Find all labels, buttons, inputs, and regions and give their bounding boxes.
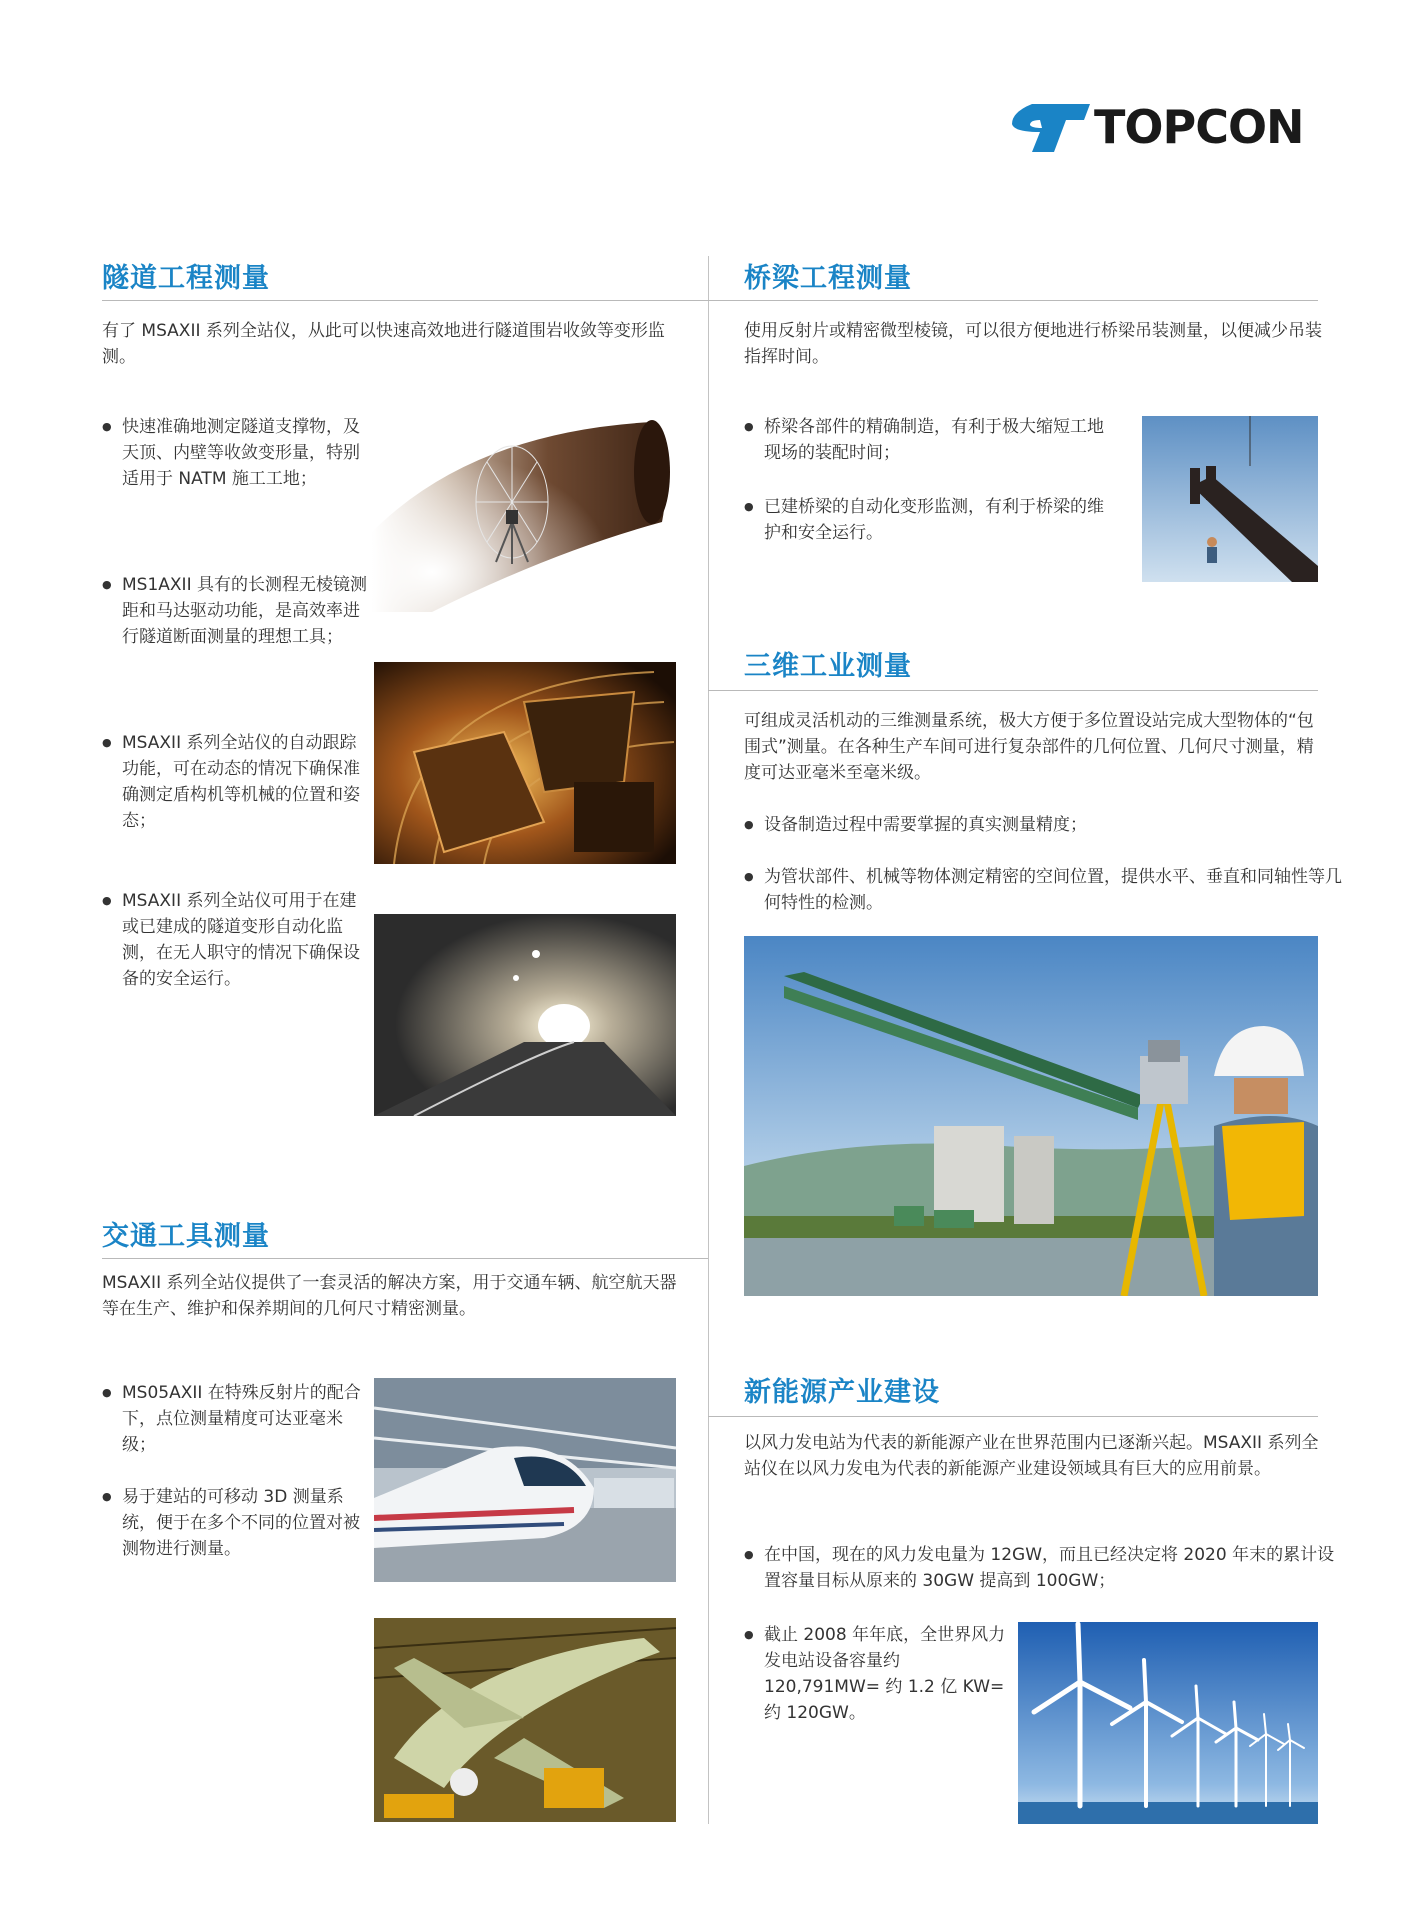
- airplane-hangar-image: [374, 1618, 676, 1822]
- high-speed-train-image: [374, 1378, 676, 1582]
- wind-turbines-image: [1018, 1622, 1318, 1824]
- transport-intro: MSAXII 系列全站仪提供了一套灵活的解决方案，用于交通车辆、航空航天器等在生产、维护和保养期间的几何尺寸精密测量。: [102, 1273, 677, 1319]
- bridge-bullet: ● 桥梁各部件的精确制造，有利于极大缩短工地现场的装配时间；: [744, 414, 1120, 466]
- energy-rule: [708, 1416, 1318, 1417]
- tunnel-bullet: ● MSAXII 系列全站仪的自动跟踪功能，可在动态的情况下确保准确测定盾构机等机械的位置和姿态；: [102, 730, 370, 834]
- tunnel-bullet: ● MSAXII 系列全站仪可用于在建或已建成的隧道变形自动化监测，在无人职守的情况下确保设备的安全运行。: [102, 888, 370, 992]
- energy-bullet: ● 在中国，现在的风力发电量为 12GW，而且已经决定将 2020 年末的累计设置容量目标从原来的 30GW 提高到 100GW；: [744, 1542, 1342, 1594]
- bridge-lifting-image: [1142, 416, 1318, 582]
- topcon-logo: [1010, 98, 1318, 154]
- bridge-bullet: ● 已建桥梁的自动化变形监测，有利于桥梁的维护和安全运行。: [744, 494, 1120, 546]
- industrial-bullet: ● 设备制造过程中需要掌握的真实测量精度；: [744, 812, 1342, 838]
- transport-bullet: ● MS05AXII 在特殊反射片的配合下，点位测量精度可达亚毫米级；: [102, 1380, 370, 1458]
- tunnel-section-image: [372, 412, 672, 612]
- topcon-swoosh-icon: [1010, 98, 1092, 154]
- energy-intro: 以风力发电站为代表的新能源产业在世界范围内已逐渐兴起。MSAXII 系列全站仪在以风力发电为代表的新能源产业建设领域具有巨大的应用前景。: [744, 1433, 1319, 1479]
- industrial-bullet: ● 为管状部件、机械等物体测定精密的空间位置，提供水平、垂直和同轴性等几何特性的检测。: [744, 864, 1342, 916]
- energy-section-title: 新能源产业建设: [744, 1377, 940, 1408]
- tunnel-bullet: ● 快速准确地测定隧道支撑物，及天顶、内壁等收敛变形量，特别适用于 NATM 施工工地；: [102, 414, 370, 492]
- tunnel-intro: 有了 MSAXII 系列全站仪，从此可以快速高效地进行隧道围岩收敛等变形监测。: [102, 321, 665, 367]
- industrial-rule: [708, 690, 1318, 691]
- transport-rule: [102, 1258, 708, 1259]
- bridge-intro: 使用反射片或精密微型棱镜，可以很方便地进行桥梁吊装测量，以便减少吊装指挥时间。: [744, 321, 1322, 367]
- bridge-rule: [708, 300, 1318, 301]
- column-divider: [708, 256, 709, 1824]
- road-tunnel-image: [374, 914, 676, 1116]
- topcon-wordmark: TOPCON: [1094, 100, 1304, 154]
- tunnel-section-title: 隧道工程测量: [102, 263, 270, 294]
- energy-bullet: ● 截止 2008 年年底，全世界风力发电站设备容量约 120,791MW= 约 1.2 亿 KW= 约 120GW。: [744, 1622, 1010, 1726]
- bridge-section-title: 桥梁工程测量: [744, 263, 912, 294]
- bridge-surveyor-image: [744, 936, 1318, 1296]
- industrial-section-title: 三维工业测量: [744, 651, 912, 682]
- transport-section-title: 交通工具测量: [102, 1221, 270, 1252]
- tunnel-bullet: ● MS1AXII 具有的长测程无棱镜测距和马达驱动功能，是高效率进行隧道断面测量的理想工具；: [102, 572, 370, 650]
- shield-machine-image: [374, 662, 676, 864]
- tunnel-rule: [102, 300, 708, 301]
- industrial-intro: 可组成灵活机动的三维测量系统，极大方便于多位置设站完成大型物体的“包围式”测量。在各种生产车间可进行复杂部件的几何位置、几何尺寸测量，精度可达亚毫米至毫米级。: [744, 711, 1314, 783]
- transport-bullet: ● 易于建站的可移动 3D 测量系统，便于在多个不同的位置对被测物进行测量。: [102, 1484, 370, 1562]
